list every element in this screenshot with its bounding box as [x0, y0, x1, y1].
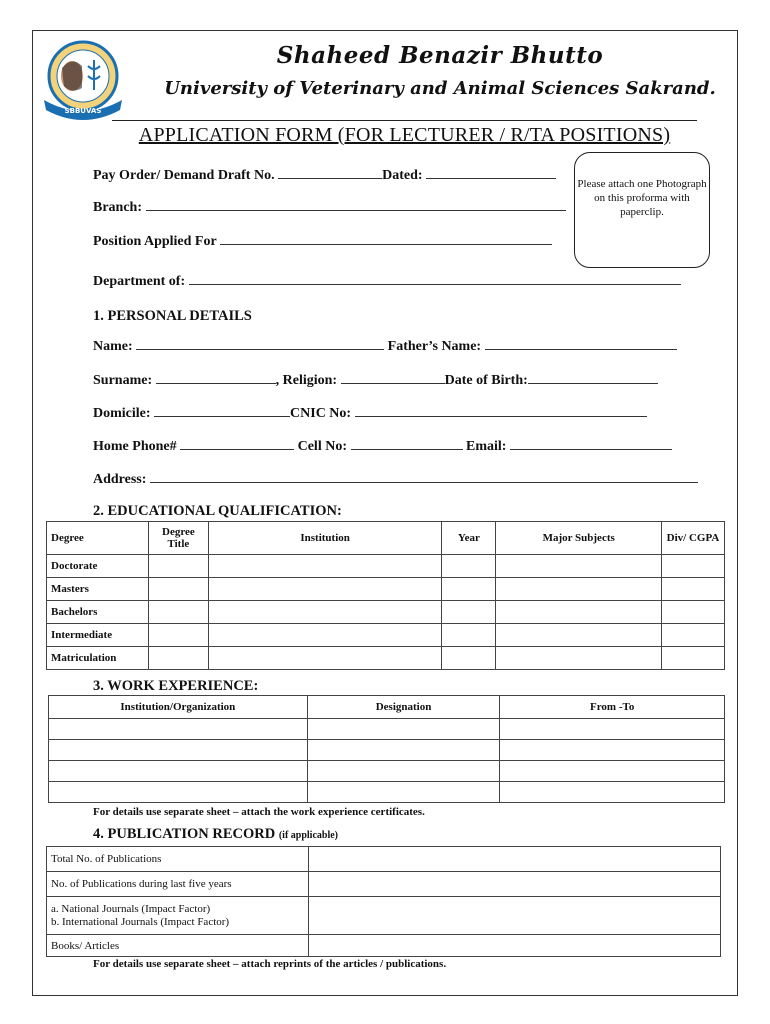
cell[interactable] — [662, 555, 725, 578]
religion-field[interactable] — [341, 371, 445, 384]
row-label: Masters — [47, 578, 149, 601]
department-label: Department of: — [93, 274, 186, 289]
row-label: Bachelors — [47, 601, 149, 624]
col-designation: Designation — [307, 696, 500, 719]
col-year: Year — [442, 522, 496, 555]
table-row — [49, 761, 725, 782]
table-row — [49, 740, 725, 761]
department-row — [93, 272, 681, 290]
cell[interactable] — [307, 740, 500, 761]
row-label: Total No. of Publications — [47, 847, 309, 872]
row-label: Doctorate — [47, 555, 149, 578]
col-degree-title: Degree Title — [148, 522, 208, 555]
cell[interactable] — [307, 782, 500, 803]
form-title: APPLICATION FORM (FOR LECTURER / R/TA POSITIONS) — [138, 124, 671, 146]
cell[interactable] — [307, 761, 500, 782]
university-name-line1: Shaheed Benazir Bhutto — [276, 42, 604, 69]
cell[interactable] — [308, 872, 720, 897]
education-table — [46, 521, 725, 670]
work-experience-note: For details use separate sheet – attach the work experience certificates. — [93, 806, 425, 818]
cell[interactable] — [500, 719, 725, 740]
cell-label: Cell No — [297, 439, 343, 454]
education-heading: 2. EDUCATIONAL QUALIFICATION: — [93, 503, 342, 519]
cell[interactable] — [496, 578, 662, 601]
national-journals-label: a. National Journals (Impact Factor) — [51, 902, 211, 915]
row-label: Matriculation — [47, 647, 149, 670]
cell[interactable] — [500, 761, 725, 782]
cell[interactable] — [662, 578, 725, 601]
cell[interactable] — [49, 782, 308, 803]
address-field[interactable] — [150, 470, 698, 483]
table-row — [47, 847, 721, 872]
cell[interactable] — [442, 647, 496, 670]
university-name-line2: University of Veterinary and Animal Sciences Sakrand. — [164, 78, 716, 99]
col-institution-organization: Institution/Organization — [49, 696, 308, 719]
cell[interactable] — [49, 740, 308, 761]
svg-text:SBBUVAS: SBBUVAS — [64, 107, 102, 115]
publication-heading — [93, 826, 338, 843]
domicile-field[interactable] — [154, 404, 290, 417]
publication-note: For details use separate sheet – attach reprints of the articles / publications. — [93, 958, 447, 970]
cell[interactable] — [208, 647, 442, 670]
cell[interactable] — [496, 601, 662, 624]
cell[interactable] — [148, 555, 208, 578]
name-row: Name: Father’s Name: — [93, 337, 677, 355]
branch-field[interactable] — [146, 198, 566, 211]
cell[interactable] — [442, 624, 496, 647]
photo-placeholder: Please attach one Photograph on this proforma with paperclip. — [574, 152, 710, 268]
cell[interactable] — [662, 624, 725, 647]
personal-details-heading: 1. PERSONAL DETAILS — [93, 308, 252, 324]
table-row — [49, 719, 725, 740]
position-field[interactable] — [220, 232, 552, 245]
publication-heading-note: (if applicable) — [278, 830, 339, 841]
branch-row: Branch: — [93, 198, 566, 216]
cell[interactable] — [500, 782, 725, 803]
row-label: Intermediate — [47, 624, 149, 647]
cell[interactable] — [662, 647, 725, 670]
international-journals-label: b. International Journals (Impact Factor) — [51, 915, 230, 928]
col-degree: Degree — [47, 522, 149, 555]
email-field[interactable] — [510, 437, 672, 450]
table-row — [47, 897, 721, 935]
dated-label: Dated — [382, 168, 418, 183]
domicile-label: Domicile: — [93, 406, 151, 421]
cell[interactable] — [442, 601, 496, 624]
cell[interactable] — [208, 624, 442, 647]
father-name-field[interactable] — [485, 337, 677, 350]
table-row — [49, 782, 725, 803]
email-label: Email: — [466, 439, 507, 454]
cell[interactable] — [442, 578, 496, 601]
publication-table — [46, 846, 721, 957]
table-row — [47, 555, 725, 578]
row-label: Books/ Articles — [47, 935, 309, 957]
address-label: Address — [93, 472, 142, 487]
cell[interactable] — [49, 719, 308, 740]
cell[interactable] — [49, 761, 308, 782]
publication-heading-text: 4. PUBLICATION RECORD — [93, 826, 276, 842]
cnic-field[interactable] — [355, 404, 647, 417]
cell[interactable] — [308, 847, 720, 872]
cell[interactable] — [496, 624, 662, 647]
table-row — [47, 935, 721, 957]
table-row — [47, 624, 725, 647]
pay-order-field[interactable] — [278, 166, 382, 179]
home-phone-label: Home Phone# — [93, 439, 177, 454]
university-logo — [36, 38, 130, 124]
row-label — [47, 897, 309, 935]
cnic-label: CNIC No: — [290, 406, 352, 421]
cell[interactable] — [500, 740, 725, 761]
cell[interactable] — [496, 555, 662, 578]
position-row — [93, 232, 552, 250]
position-label: Position Applied For — [93, 234, 217, 249]
dob-field[interactable] — [528, 371, 658, 384]
surname-label: Surname: — [93, 373, 153, 388]
name-field[interactable] — [136, 337, 384, 350]
cell[interactable] — [148, 601, 208, 624]
col-major-subjects: Major Subjects — [496, 522, 662, 555]
cell[interactable] — [308, 935, 720, 957]
phone-row: Home Phone# Cell No: Email: — [93, 437, 672, 455]
header-divider — [112, 120, 697, 121]
cell[interactable] — [148, 578, 208, 601]
religion-label: , Religion: — [275, 373, 338, 388]
cell[interactable] — [307, 719, 500, 740]
dob-label: Date of Birth: — [444, 373, 528, 388]
surname-row — [93, 371, 658, 389]
name-label: Name — [93, 339, 128, 354]
table-row — [47, 578, 725, 601]
table-row — [47, 872, 721, 897]
cell-field[interactable] — [351, 437, 463, 450]
cell[interactable] — [442, 555, 496, 578]
address-row: Address: — [93, 470, 698, 488]
table-row — [47, 647, 725, 670]
cell[interactable] — [662, 601, 725, 624]
cell[interactable] — [208, 555, 442, 578]
cell[interactable] — [208, 601, 442, 624]
pay-order-row: Pay Order/ Demand Draft No. Dated: — [93, 166, 556, 184]
cell[interactable] — [148, 624, 208, 647]
father-name-label: Father’s Name: — [387, 339, 482, 354]
col-institution: Institution — [208, 522, 442, 555]
surname-field[interactable] — [156, 371, 276, 384]
cell[interactable] — [308, 897, 720, 935]
home-phone-field[interactable] — [180, 437, 294, 450]
pay-order-label: Pay Order/ Demand Draft No. — [93, 168, 275, 183]
work-experience-heading: 3. WORK EXPERIENCE: — [93, 678, 259, 694]
domicile-row — [93, 404, 647, 422]
branch-label: Branch — [93, 200, 138, 215]
dated-field[interactable] — [426, 166, 556, 179]
cell[interactable] — [148, 647, 208, 670]
work-header-row — [49, 696, 725, 719]
education-header-row — [47, 522, 725, 555]
col-div-cgpa: Div/ CGPA — [662, 522, 725, 555]
cell[interactable] — [496, 647, 662, 670]
cell[interactable] — [208, 578, 442, 601]
department-field[interactable] — [189, 272, 681, 285]
row-label: No. of Publications during last five years — [47, 872, 309, 897]
col-from-to: From -To — [500, 696, 725, 719]
table-row — [47, 601, 725, 624]
work-experience-table — [48, 695, 725, 803]
